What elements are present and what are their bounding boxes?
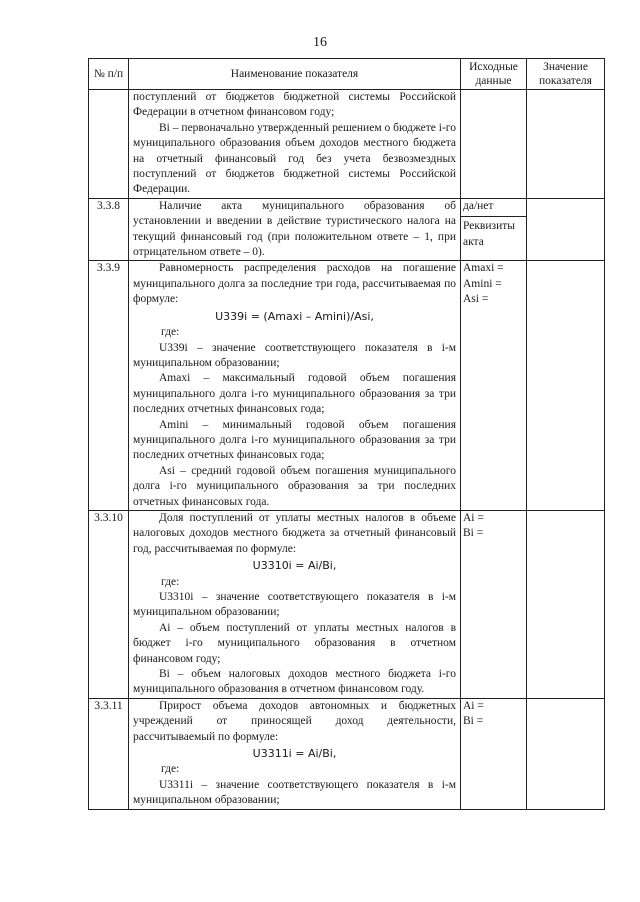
row-num: 3.3.9 — [89, 261, 129, 511]
source-item: Ai = — [463, 699, 484, 712]
description-line: U3311i – значение соответствующего показателя в i-м муниципальном образовании; — [133, 778, 456, 807]
formula: U339i = (Amaxi – Amini)/Asi, — [215, 309, 374, 323]
row-description — [129, 198, 461, 261]
row-num: 3.3.10 — [89, 510, 129, 698]
description-line: Ai – объем поступлений от уплаты местных налогов в бюджет i-го муниципального образования в отчетном финансовом году; — [133, 621, 456, 665]
where-label: где: — [161, 326, 180, 339]
description-line: поступлений от бюджетов бюджетной системы Российской Федерации в отчетном финансовом году; — [133, 91, 456, 119]
indicators-table — [88, 58, 605, 810]
row-value — [527, 510, 605, 698]
row-value — [527, 198, 605, 261]
table-row-3-3-8 — [89, 198, 605, 261]
row-source — [461, 198, 527, 261]
description-line: Bi – первоначально утвержденный решением о бюджете i-го муниципального образования объем доходов местного бюджета на отчетный финансовый год без учета безвозмездных поступлений от бюджетов бюджетной системы Российской Федерации. — [133, 121, 456, 196]
source-yes-no: да/нет — [460, 199, 527, 217]
formula: U3310i = Ai/Bi, — [252, 559, 337, 573]
source-item: Asi = — [463, 293, 489, 306]
description-line: Равномерность распределения расходов на погашение муниципального долга за последние три года, рассчитываемая по формуле: — [133, 262, 456, 306]
row-num: 3.3.11 — [89, 698, 129, 809]
row-value — [527, 698, 605, 809]
row-value — [527, 261, 605, 511]
table-row-3-3-11 — [89, 698, 605, 809]
description-line: Наличие акта муниципального образования об установлении и введении в действие туристического налога на текущий финансовый год (при положительном ответе – 1, при отрицательном ответе – 0). — [133, 199, 456, 259]
source-item: Ai = — [463, 511, 484, 524]
header-num: № п/п — [89, 59, 129, 90]
source-act-details: Реквизиты акта — [463, 220, 515, 248]
table-row-3-3-10 — [89, 510, 605, 698]
formula: U3311i = Ai/Bi, — [252, 747, 337, 761]
row-description — [129, 698, 461, 809]
header-value: Значение показателя — [527, 59, 605, 90]
table-row-3-3-9 — [89, 261, 605, 511]
table-row-continuation — [89, 90, 605, 199]
row-description — [129, 510, 461, 698]
description-line: Amini – минимальный годовой объем погашения муниципального долга i-го муниципального образования за три последних отчетных финансовых года; — [133, 418, 456, 462]
header-source: Исходные данные — [461, 59, 527, 90]
where-label: где: — [161, 575, 180, 588]
row-description — [129, 261, 461, 511]
source-item: Amaxi = — [463, 262, 504, 275]
source-item: Amini = — [463, 277, 502, 290]
where-label: где: — [161, 763, 180, 776]
table-header-row — [89, 59, 605, 90]
header-name: Наименование показателя — [129, 59, 461, 90]
description-line: U3310i – значение соответствующего показателя в i-м муниципальном образовании; — [133, 591, 456, 619]
description-line: Доля поступлений от уплаты местных налогов в объеме налоговых доходов местного бюджета за отчетный финансовый год, рассчитываемая по формуле: — [133, 511, 456, 555]
source-item: Bi = — [463, 527, 484, 540]
row-source — [461, 698, 527, 809]
page-number: 16 — [313, 35, 327, 50]
description-line: U339i – значение соответствующего показателя в i-м муниципальном образовании; — [133, 341, 456, 369]
row-num — [89, 90, 129, 199]
row-source — [461, 90, 527, 199]
description-line: Bi – объем налоговых доходов местного бюджета i-го муниципального образования в отчетном финансовом году. — [133, 668, 456, 696]
row-source — [461, 510, 527, 698]
row-num: 3.3.8 — [89, 198, 129, 261]
description-line: Прирост объема доходов автономных и бюджетных учреждений от приносящей доход деятельности, рассчитываемый по формуле: — [133, 699, 456, 743]
row-source — [461, 261, 527, 511]
row-description — [129, 90, 461, 199]
description-line: Asi – средний годовой объем погашения муниципального долга i-го муниципального образования за три последних отчетных финансовых года. — [133, 464, 456, 508]
row-value — [527, 90, 605, 199]
source-item: Bi = — [463, 715, 484, 728]
description-line: Amaxi – максимальный годовой объем погашения муниципального долга i-го муниципального образования за три последних отчетных финансовых года; — [133, 372, 456, 416]
